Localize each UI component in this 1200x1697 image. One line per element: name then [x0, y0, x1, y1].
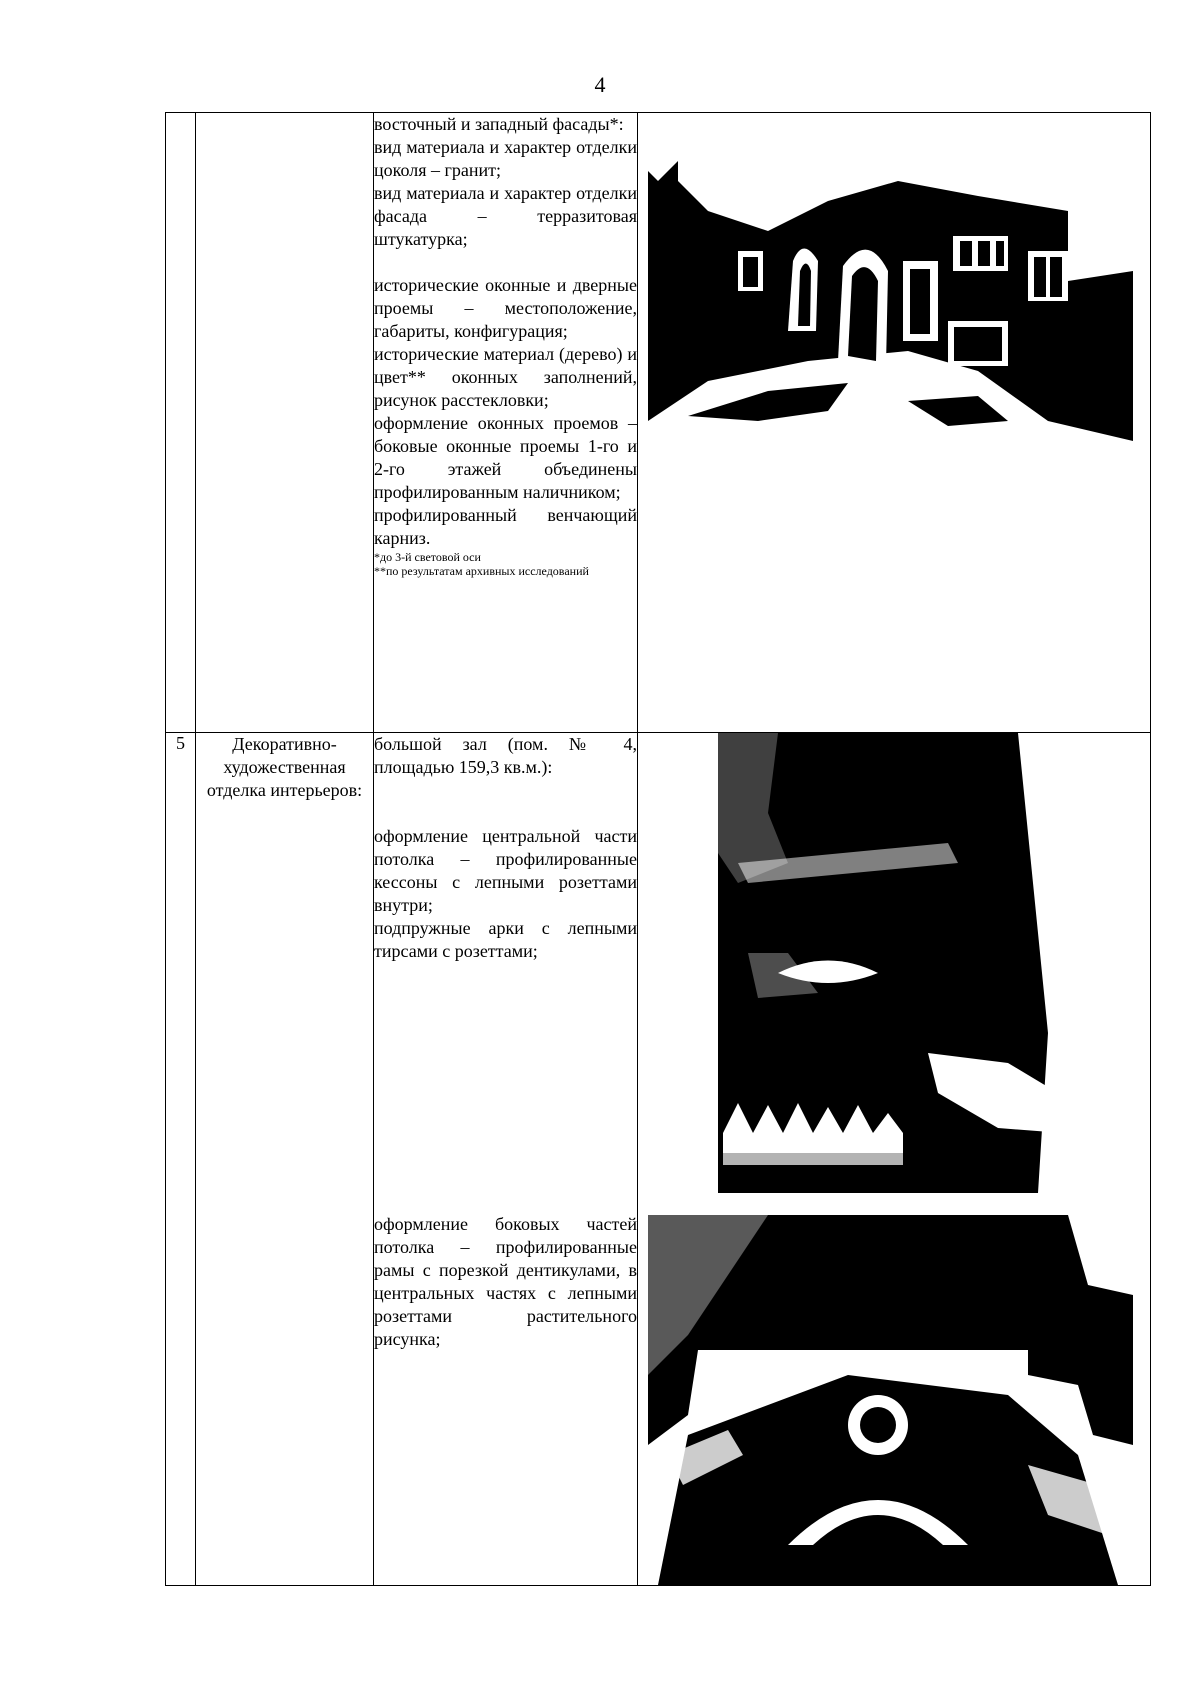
description-paragraph: восточный и западный фасады*:	[374, 114, 624, 134]
description-paragraph: исторические материал (дерево) и цвет** оконных заполнений, рисунок расстекловки;	[374, 344, 637, 410]
description-paragraph: вид материала и характер отделки фасада – терразитовая штукатурка;	[374, 183, 637, 249]
description-paragraph: подпружные арки с лепными тирсами с розеттами;	[374, 918, 637, 961]
photo-cell	[638, 113, 1151, 733]
row-title	[196, 113, 374, 733]
description-paragraph: исторические оконные и дверные проемы – местоположение, габариты, конфигурация;	[374, 275, 637, 341]
ceiling-side-photo	[648, 1215, 1133, 1585]
photo-cell	[638, 733, 1151, 1586]
footnote: *до 3-й световой оси	[374, 550, 481, 564]
row-number	[166, 113, 196, 733]
description-paragraph: оформление центральной части потолка – профилированные кессоны с лепными розеттами внутри;	[374, 826, 637, 915]
row-title: Декоративно-художественная отделка интерьеров:	[196, 733, 374, 1586]
row-description	[374, 113, 638, 733]
row-number: 5	[166, 733, 196, 1586]
description-paragraph: оформление боковых частей потолка – профилированные рамы с порезкой дентикулами, в центральных частях с лепными розеттами растительного рисунка;	[374, 1214, 637, 1349]
description-paragraph: оформление оконных проемов – боковые оконные проемы 1-го и 2-го этажей объединены профилированным наличником;	[374, 413, 637, 502]
table-row-interiors	[166, 733, 1151, 1586]
footnote: **по результатам архивных исследований	[374, 564, 589, 578]
facade-photo	[648, 121, 1133, 471]
ceiling-central-photo	[718, 733, 1063, 1193]
row-description	[374, 733, 638, 1586]
protection-subject-table	[165, 112, 1151, 1586]
description-paragraph: большой зал (пом. № 4, площадью 159,3 кв.м.):	[374, 734, 637, 777]
description-paragraph: профилированный венчающий карниз.	[374, 505, 637, 548]
description-paragraph: вид материала и характер отделки цоколя – гранит;	[374, 137, 637, 180]
table-row-facades	[166, 113, 1151, 733]
page-number: 4	[594, 72, 606, 97]
